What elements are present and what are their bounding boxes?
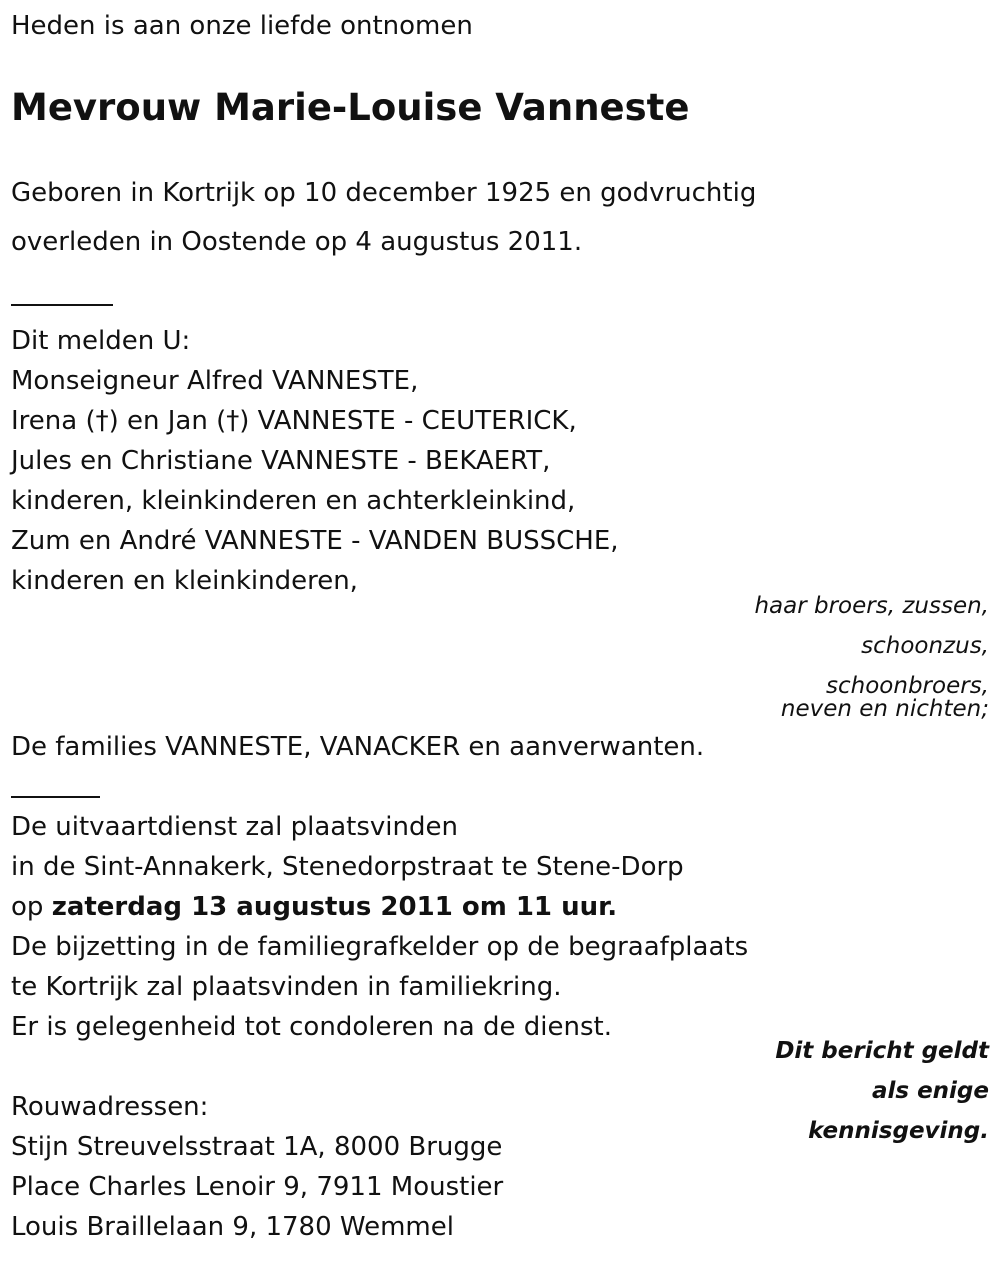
service-line: De uitvaartdienst zal plaatsvinden [11, 812, 458, 842]
intro-text: Heden is aan onze liefde ontnomen [11, 11, 473, 41]
announcer-line: kinderen en kleinkinderen, [11, 566, 358, 596]
address-line: Place Charles Lenoir 9, 7911 Moustier [11, 1172, 504, 1202]
announcers-intro: Dit melden U: [11, 326, 191, 356]
notice-line: kennisgeving. [808, 1118, 989, 1144]
announcer-line: Monseigneur Alfred VANNESTE, [11, 366, 419, 396]
relation-line: haar broers, zussen, [754, 593, 989, 619]
relation-line: neven en nichten; [780, 696, 989, 722]
addresses-intro: Rouwadressen: [11, 1092, 209, 1122]
announcer-line: Irena (†) en Jan (†) VANNESTE - CEUTERICK, [11, 406, 577, 436]
families-line: De families VANNESTE, VANACKER en aanverwanten. [11, 732, 705, 762]
burial-line: De bijzetting in de familiegrafkelder op de begraafplaats [11, 932, 749, 962]
separator-line [11, 304, 113, 306]
service-location: in de Sint-Annakerk, Stenedorpstraat te Stene-Dorp [11, 852, 684, 882]
service-date-prefix: op [11, 892, 52, 922]
deceased-name: Mevrouw Marie-Louise Vanneste [11, 86, 690, 129]
notice-line: als enige [871, 1078, 989, 1104]
address-line: Louis Braillelaan 9, 1780 Wemmel [11, 1212, 454, 1242]
condolence-line: Er is gelegenheid tot condoleren na de dienst. [11, 1012, 612, 1042]
separator-line [11, 796, 100, 798]
relation-line: schoonbroers, [826, 673, 989, 699]
announcer-line: Jules en Christiane VANNESTE - BEKAERT, [11, 446, 551, 476]
birth-line: Geboren in Kortrijk op 10 december 1925 en godvruchtig [11, 178, 757, 208]
announcer-line: kinderen, kleinkinderen en achterkleinkind, [11, 486, 576, 516]
service-date [11, 891, 617, 923]
service-date-bold: zaterdag 13 augustus 2011 om 11 uur. [51, 892, 618, 922]
death-line: overleden in Oostende op 4 augustus 2011. [11, 227, 583, 257]
notice-line: Dit bericht geldt [775, 1038, 989, 1064]
relation-line: schoonzus, [861, 633, 989, 659]
announcer-line: Zum en André VANNESTE - VANDEN BUSSCHE, [11, 526, 619, 556]
address-line: Stijn Streuvelsstraat 1A, 8000 Brugge [11, 1132, 503, 1162]
burial-line: te Kortrijk zal plaatsvinden in familiekring. [11, 972, 562, 1002]
